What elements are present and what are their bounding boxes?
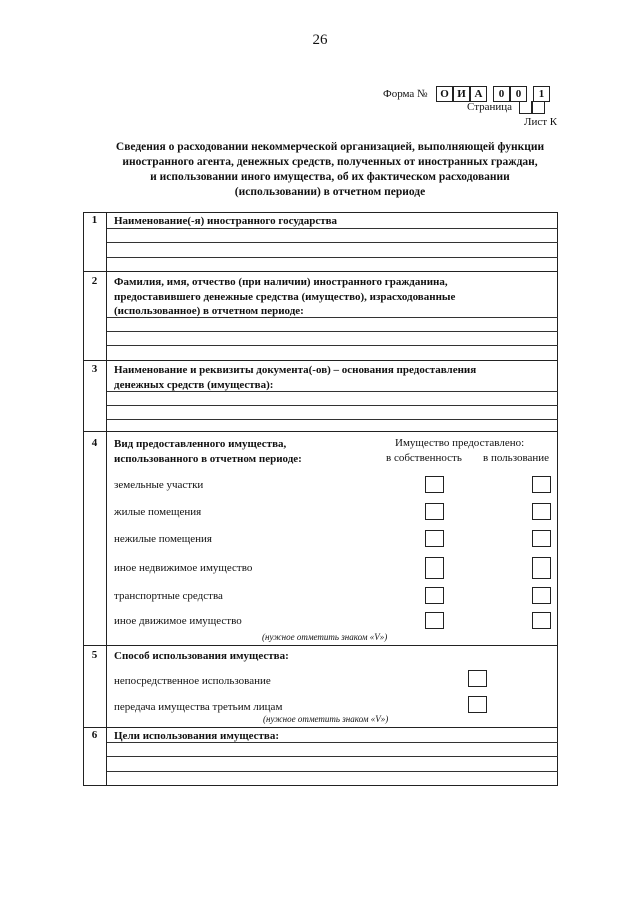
form-code-cell: 0 xyxy=(493,86,510,102)
ownership-checkbox[interactable] xyxy=(425,587,444,604)
ownership-column-header: в собственность xyxy=(386,452,462,464)
property-item: нежилые помещения xyxy=(114,533,212,545)
ownership-checkbox[interactable] xyxy=(425,530,444,547)
property-item: земельные участки xyxy=(114,479,204,491)
ownership-checkbox[interactable] xyxy=(425,612,444,629)
fill-line[interactable] xyxy=(107,228,558,229)
property-provided-header: Имущество предоставлено: xyxy=(395,437,525,449)
page-label: Страница xyxy=(467,101,513,113)
title-line: (использовании) в отчетном периоде xyxy=(234,186,426,198)
page-cell[interactable] xyxy=(532,101,545,114)
property-item: иное недвижимое имущество xyxy=(114,562,253,574)
section-2-line: Фамилия, имя, отчество (при наличии) иностранного гражданина, xyxy=(114,276,448,288)
usage-checkbox[interactable] xyxy=(532,587,551,604)
fill-line[interactable] xyxy=(107,331,558,332)
usage-method-checkbox[interactable] xyxy=(468,670,487,687)
section-number: 1 xyxy=(91,214,98,226)
usage-checkbox[interactable] xyxy=(532,503,551,520)
property-item: жилые помещения xyxy=(114,506,202,518)
document-title xyxy=(80,140,580,200)
checkmark-hint: (нужное отметить знаком «V») xyxy=(263,714,389,724)
usage-checkbox[interactable] xyxy=(532,530,551,547)
page-number: 26 xyxy=(312,32,328,48)
section-number: 5 xyxy=(91,649,98,661)
section-2-line: (использованное) в отчетном периоде: xyxy=(114,305,304,317)
usage-method-checkbox[interactable] xyxy=(468,696,487,713)
usage-checkbox[interactable] xyxy=(532,557,551,579)
section-3-line: Наименование и реквизиты документа(-ов) – основания предоставления xyxy=(114,364,477,376)
property-item: транспортные средства xyxy=(114,590,223,602)
title-line: и использовании иного имущества, об их фактическом расходовании xyxy=(150,171,510,183)
fill-line[interactable] xyxy=(107,257,558,258)
section-number: 6 xyxy=(91,729,98,741)
section-4-line: использованного в отчетном периоде: xyxy=(114,452,302,465)
form-number-label: Форма № xyxy=(383,88,428,100)
fill-line[interactable] xyxy=(107,419,558,420)
property-item: иное движимое имущество xyxy=(114,615,242,627)
usage-checkbox[interactable] xyxy=(532,476,551,493)
section-divider xyxy=(83,360,558,361)
fill-line[interactable] xyxy=(107,771,558,772)
fill-line[interactable] xyxy=(107,742,558,743)
fill-line[interactable] xyxy=(107,391,558,392)
section-3-line: денежных средств (имущества): xyxy=(114,378,274,391)
page-cell[interactable] xyxy=(519,101,532,114)
fill-line[interactable] xyxy=(107,756,558,757)
section-4-title xyxy=(114,437,302,466)
form-code-cell: О xyxy=(436,86,453,102)
form-code-cell: 0 xyxy=(510,86,527,102)
usage-checkbox[interactable] xyxy=(532,612,551,629)
section-divider xyxy=(83,431,558,432)
fill-line[interactable] xyxy=(107,405,558,406)
usage-column-header: в пользование xyxy=(483,452,550,464)
ownership-checkbox[interactable] xyxy=(425,476,444,493)
sheet-label: Лист К xyxy=(524,116,558,128)
fill-line[interactable] xyxy=(107,242,558,243)
title-line: Сведения о расходовании некоммерческой организацией, выполняющей функции xyxy=(115,141,545,153)
section-4-line: Вид предоставленного имущества, xyxy=(114,438,287,450)
ownership-checkbox[interactable] xyxy=(425,503,444,520)
section-2-line: предоставившего денежные средства (имущество), израсходованные xyxy=(114,290,456,303)
section-divider xyxy=(83,645,558,646)
fill-line[interactable] xyxy=(107,345,558,346)
section-divider xyxy=(83,727,558,728)
fill-line[interactable] xyxy=(107,317,558,318)
title-line: иностранного агента, денежных средств, полученных от иностранных граждан, xyxy=(122,156,538,168)
section-3-title xyxy=(114,363,476,392)
ownership-checkbox[interactable] xyxy=(425,557,444,579)
form-code-cell: И xyxy=(453,86,470,102)
section-number: 3 xyxy=(91,363,98,375)
section-2-title xyxy=(114,275,455,319)
checkmark-hint: (нужное отметить знаком «V») xyxy=(262,632,388,642)
section-6-title: Цели использования имущества: xyxy=(114,730,280,742)
number-column-divider xyxy=(106,212,107,786)
form-code-cell: А xyxy=(470,86,487,102)
section-number: 4 xyxy=(91,437,98,449)
usage-method-item: непосредственное использование xyxy=(114,675,271,687)
form-code-cell: 1 xyxy=(533,86,550,102)
section-divider xyxy=(83,271,558,272)
section-number: 2 xyxy=(91,275,98,287)
section-5-title: Способ использования имущества: xyxy=(114,650,289,662)
section-1-title: Наименование(-я) иностранного государства xyxy=(114,215,338,227)
usage-method-item: передача имущества третьим лицам xyxy=(114,701,283,713)
